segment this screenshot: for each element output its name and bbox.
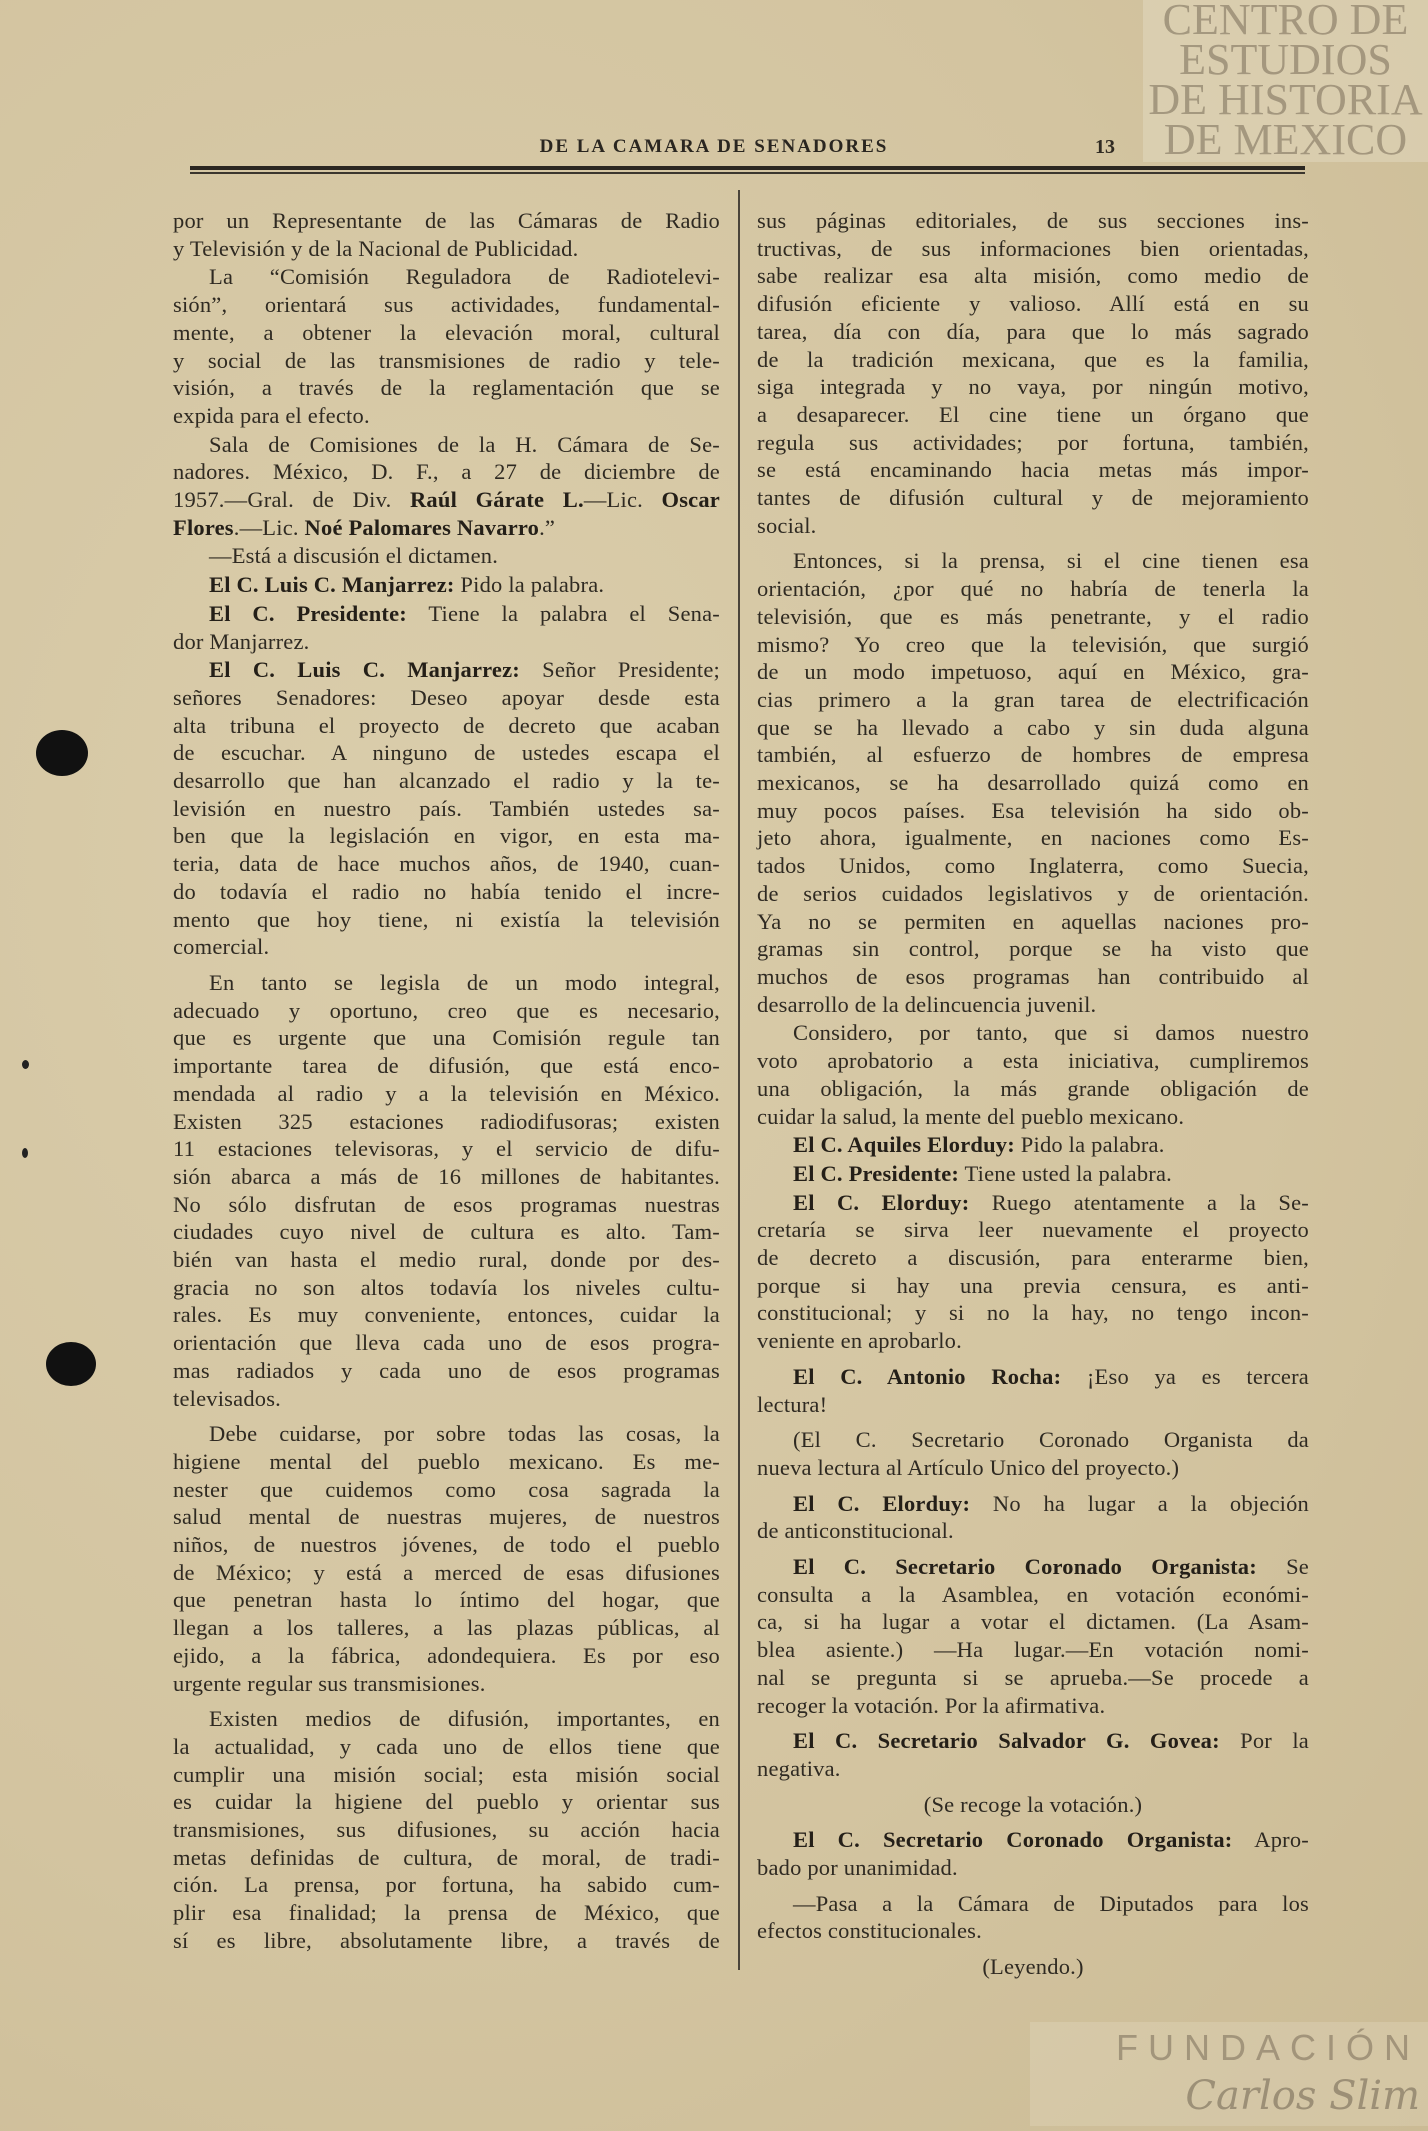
- text-line: una obligación, la más grande obligación de: [757, 1075, 1309, 1101]
- paragraph: [173, 969, 720, 1412]
- text-line: Considero, por tanto, que si damos nuestro: [793, 1020, 1309, 1046]
- text-line: veniente en aprobarlo.: [757, 1328, 962, 1354]
- text-line: bado por unanimidad.: [757, 1855, 958, 1881]
- right-column: [757, 206, 1309, 1981]
- text-line: No sólo disfrutan de esos programas nuestras: [173, 1191, 720, 1217]
- watermark-signature: Carlos Slim: [1185, 2073, 1420, 2119]
- text-line: mendada al radio y a la televisión en México.: [173, 1080, 720, 1106]
- text-line: tantes de difusión cultural y de mejoramiento: [757, 485, 1309, 511]
- text-line: de México; y está a merced de esas difusiones: [173, 1559, 720, 1585]
- text-line: nester que cuidemos como cosa sagrada la: [173, 1476, 720, 1502]
- text-line: Debe cuidarse, por sobre todas las cosas, la: [209, 1421, 720, 1447]
- speaker-name: El C. Presidente:: [793, 1160, 960, 1186]
- text-line: sus páginas editoriales, de sus secciones ins-: [757, 208, 1309, 233]
- text-line: televisados.: [173, 1385, 282, 1411]
- text-line: de escuchar. A ninguno de ustedes escapa el: [173, 740, 720, 766]
- paragraph: [757, 1890, 1309, 1945]
- text-line: mento que hoy tiene, ni existía la televisión: [173, 906, 720, 932]
- text-line: de un modo impetuoso, aquí en México, gra-: [757, 659, 1309, 685]
- header-rule-thin: [190, 172, 1305, 174]
- text-line: ción. La prensa, por fortuna, ha sabido cum-: [173, 1872, 720, 1898]
- watermark-foundation: FUNDACIÓN: [1116, 2027, 1420, 2068]
- text-line: cretaría se sirva leer nuevamente el proyecto: [757, 1217, 1309, 1243]
- text-line: Existen medios de difusión, importantes, en: [209, 1706, 720, 1732]
- text-line: efectos constitucionales.: [757, 1918, 982, 1944]
- text-line: expida para el efecto.: [173, 402, 370, 428]
- text-line: Ya no se permiten en aquellas naciones pro-: [757, 908, 1309, 934]
- paragraph: [757, 207, 1309, 539]
- speaker-name: Noé Palomares Navarro: [304, 514, 540, 540]
- text-line: tados Unidos, como Inglaterra, como Suecia,: [757, 853, 1309, 879]
- text-line: Flores.—Lic. Noé Palomares Navarro.”: [173, 514, 556, 540]
- text-line: la actualidad, y cada uno de ellos tiene que: [173, 1733, 720, 1759]
- text-line: se está encaminando hacia metas más impor-: [757, 457, 1309, 483]
- text-line: El C. Secretario Salvador G. Govea: Por la: [793, 1728, 1309, 1754]
- text-line: a desaparecer. El cine tiene un órgano que: [757, 401, 1309, 427]
- text-line: transmisiones, sus difusiones, su acción hacia: [173, 1817, 720, 1843]
- text-line: El C. Luis C. Manjarrez: Pido la palabra.: [209, 572, 605, 598]
- text-line: rales. Es muy conveniente, entonces, cuidar la: [173, 1302, 720, 1328]
- text-line: 11 estaciones televisoras, y el servicio de difu-: [173, 1136, 720, 1162]
- text-line: y social de las transmisiones de radio y tele-: [173, 347, 720, 373]
- text-line: dor Manjarrez.: [173, 628, 310, 654]
- text-line: visión, a través de la reglamentación que se: [173, 375, 720, 401]
- text-line: ciudades cuyo nivel de cultura es alto. Tam-: [173, 1219, 720, 1245]
- watermark-line: DE MEXICO: [1163, 115, 1408, 164]
- text-line: cias primero a la gran tarea de electrificación: [757, 686, 1309, 712]
- text-line: jeto ahora, igualmente, en naciones como Es-: [757, 825, 1309, 851]
- text-line: nueva lectura al Artículo Unico del proyecto.): [757, 1454, 1180, 1480]
- text-line: El C. Aquiles Elorduy: Pido la palabra.: [793, 1132, 1165, 1158]
- text-line: social.: [757, 512, 817, 538]
- text-line: blea asiente.) —Ha lugar.—En votación nomi-: [757, 1637, 1309, 1663]
- text-line: recoger la votación. Por la afirmativa.: [757, 1692, 1106, 1718]
- speaker-name: El C. Elorduy:: [793, 1189, 970, 1215]
- speaker-name: Flores: [173, 514, 234, 540]
- text-line: adecuado y oportuno, creo que es necesario,: [173, 997, 720, 1023]
- left-column: [173, 206, 720, 1955]
- paragraph: [173, 431, 720, 542]
- text-line: voto aprobatorio a esta iniciativa, cumpliremos: [757, 1048, 1309, 1074]
- speaker-name: El C. Secretario Coronado Organista:: [793, 1554, 1257, 1580]
- watermark-line: ESTUDIOS: [1179, 35, 1392, 84]
- text-line: cuidar la salud, la mente del pueblo mexicano.: [757, 1103, 1185, 1129]
- text-line: mas radiados y cada uno de esos programas: [173, 1357, 720, 1383]
- paragraph: [173, 1705, 720, 1954]
- text-line: En tanto se legisla de un modo integral,: [209, 969, 720, 995]
- speaker-name: El C. Secretario Coronado Organista:: [793, 1827, 1233, 1853]
- text-line: siga integrada y no vaya, por ningún motivo,: [757, 374, 1309, 400]
- text-line: bién van hasta el medio rural, donde por des-: [173, 1247, 720, 1273]
- text-line: de la tradición mexicana, que es la familia,: [757, 346, 1309, 372]
- punch-hole: [46, 1342, 96, 1386]
- paragraph: [173, 656, 720, 961]
- text-line: ben que la legislación en vigor, en esta ma-: [173, 823, 720, 849]
- paragraph: [757, 1189, 1309, 1355]
- text-line: llegan a los talleres, a las plazas públicas, al: [173, 1615, 720, 1641]
- paragraph: [757, 1426, 1309, 1481]
- speaker-name: El C. Secretario Salvador G. Govea:: [793, 1728, 1220, 1754]
- text-line: El C. Luis C. Manjarrez: Señor Presidente;: [209, 657, 720, 683]
- text-line: mexicanos, se ha desarrollado quizá como en: [757, 770, 1309, 796]
- text-line: levisión en nuestro país. También ustedes sa-: [173, 795, 720, 821]
- speaker-name: El C. Antonio Rocha:: [793, 1363, 1062, 1389]
- text-line: tructivas, de sus informaciones bien orientadas,: [757, 235, 1309, 261]
- text-line: orientación, ¿por qué no habría de tenerla la: [757, 576, 1309, 602]
- text-line: desarrollo que han alcanzado el radio y la te-: [173, 768, 720, 794]
- speaker-name: El C. Elorduy:: [793, 1490, 971, 1516]
- text-line: gracia no son altos todavía los niveles cultu-: [173, 1274, 720, 1300]
- text-line: do todavía el radio no había tenido el incre-: [173, 878, 720, 904]
- paragraph: [757, 1553, 1309, 1719]
- text-line: higiene mental del pueblo mexicano. Es me-: [173, 1448, 720, 1474]
- text-line: sión”, orientará sus actividades, fundamental-: [173, 292, 720, 318]
- header-rule: [190, 166, 1305, 170]
- text-line: La “Comisión Reguladora de Radiotelevi-: [209, 264, 720, 290]
- text-line: negativa.: [757, 1755, 841, 1781]
- text-line: tarea, día con día, para que lo más sagrado: [757, 318, 1309, 344]
- text-line: 1957.—Gral. de Div. Raúl Gárate L.—Lic. Oscar: [173, 487, 720, 513]
- text-line: plir esa finalidad; la prensa de México, que: [173, 1900, 720, 1926]
- text-line: urgente regular sus transmisiones.: [173, 1670, 486, 1696]
- paragraph: [757, 1727, 1309, 1782]
- running-head: DE LA CAMARA DE SENADORES: [539, 136, 889, 157]
- text-line: nal se pregunta si se aprueba.—Se procede a: [757, 1664, 1309, 1690]
- text-line: niños, de nuestros jóvenes, de todo el pueblo: [173, 1532, 720, 1558]
- text-line: sí es libre, absolutamente libre, a través de: [173, 1927, 720, 1953]
- speaker-name: Oscar: [661, 487, 720, 513]
- paragraph: [173, 207, 720, 262]
- speaker-name: El C. Aquiles Elorduy:: [793, 1132, 1015, 1158]
- text-line: de anticonstitucional.: [757, 1518, 954, 1544]
- text-line: (Se recoge la votación.): [923, 1791, 1143, 1817]
- text-line: El C. Elorduy: Ruego atentamente a la Se-: [793, 1189, 1309, 1215]
- text-line: Entonces, si la prensa, si el cine tienen esa: [793, 548, 1309, 574]
- text-line: constitucional; y si no la hay, no tengo incon-: [757, 1300, 1309, 1326]
- text-line: porque si hay una previa censura, es anti-: [757, 1272, 1309, 1298]
- text-line: —Pasa a la Cámara de Diputados para los: [793, 1890, 1309, 1916]
- text-line: Existen 325 estaciones radiodifusoras; existen: [173, 1108, 720, 1134]
- paragraph: [173, 600, 720, 655]
- paragraph: [757, 1953, 1309, 1981]
- text-line: (Leyendo.): [982, 1954, 1084, 1980]
- text-line: de serios cuidados legislativos y de orientación.: [757, 880, 1309, 906]
- text-line: (El C. Secretario Coronado Organista da: [793, 1427, 1309, 1453]
- text-line: ejido, a la fábrica, adondequiera. Es por eso: [173, 1642, 720, 1668]
- text-line: teria, data de hace muchos años, de 1940, cuan-: [173, 851, 720, 877]
- ink-speck: [22, 1060, 29, 1069]
- text-line: mismo? Yo creo que la televisión, que surgió: [757, 631, 1309, 657]
- paragraph: [173, 542, 720, 570]
- text-line: lectura!: [757, 1391, 828, 1417]
- text-line: salud mental de nuestras mujeres, de nuestros: [173, 1504, 720, 1530]
- text-line: sión abarca a más de 16 millones de habitantes.: [173, 1163, 720, 1189]
- text-line: El C. Secretario Coronado Organista: Apro-: [793, 1827, 1309, 1853]
- text-line: desarrollo de la delincuencia juvenil.: [757, 991, 1097, 1017]
- speaker-name: El C. Presidente:: [209, 600, 407, 626]
- text-line: orientación que lleva cada uno de esos progra-: [173, 1330, 720, 1356]
- text-line: que es urgente que una Comisión regule tan: [173, 1025, 720, 1051]
- text-line: El C. Presidente: Tiene usted la palabra.: [793, 1160, 1172, 1186]
- ink-speck: [22, 1148, 28, 1158]
- text-line: El C. Presidente: Tiene la palabra el Sena-: [209, 600, 720, 626]
- paragraph: [173, 263, 720, 429]
- text-line: muchos de esos programas han contribuido al: [757, 963, 1309, 989]
- text-line: mente, a obtener la elevación moral, cultural: [173, 319, 720, 345]
- page-number: 13: [1095, 136, 1115, 158]
- column-divider: [738, 190, 740, 1970]
- text-line: El C. Elorduy: No ha lugar a la objeción: [793, 1490, 1309, 1516]
- text-line: señores Senadores: Deseo apoyar desde esta: [173, 684, 720, 710]
- text-line: —Está a discusión el dictamen.: [209, 543, 499, 569]
- punch-hole: [36, 730, 88, 776]
- text-line: Sala de Comisiones de la H. Cámara de Se-: [209, 431, 720, 457]
- text-line: es cuidar la higiene del pueblo y orientar sus: [173, 1789, 720, 1815]
- paragraph: [757, 1791, 1309, 1819]
- speaker-name: El C. Luis C. Manjarrez:: [209, 572, 455, 598]
- paragraph: [173, 571, 720, 599]
- text-line: El C. Antonio Rocha: ¡Eso ya es tercera: [793, 1363, 1309, 1389]
- watermark-line: DE HISTORIA: [1148, 75, 1423, 124]
- text-line: nadores. México, D. F., a 27 de diciembre de: [173, 459, 720, 485]
- text-line: gramas sin control, porque se ha visto que: [757, 936, 1309, 962]
- text-line: comercial.: [173, 934, 270, 960]
- watermark-line: CENTRO DE: [1162, 0, 1409, 44]
- text-line: importante tarea de difusión, que está enco-: [173, 1053, 720, 1079]
- paragraph: [757, 547, 1309, 1018]
- text-line: televisión, que es más penetrante, y el radio: [757, 603, 1309, 629]
- text-line: alta tribuna el proyecto de decreto que acaban: [173, 712, 720, 738]
- text-line: muy pocos países. Esa televisión ha sido ob-: [757, 797, 1309, 823]
- text-line: y Televisión y de la Nacional de Publicidad.: [173, 235, 579, 261]
- paragraph: [173, 1420, 720, 1697]
- text-line: El C. Secretario Coronado Organista: Se: [793, 1554, 1309, 1580]
- paragraph: [757, 1019, 1309, 1130]
- paragraph: [757, 1826, 1309, 1881]
- text-line: que se ha llevado a cabo y sin duda alguna: [757, 714, 1309, 740]
- paragraph: [757, 1131, 1309, 1159]
- text-line: que penetran hasta lo íntimo del hogar, que: [173, 1587, 720, 1613]
- text-line: regula sus actividades; por fortuna, también,: [757, 429, 1309, 455]
- text-line: de decreto a discusión, para enterarme bien,: [757, 1245, 1309, 1271]
- text-line: por un Representante de las Cámaras de Radio: [173, 208, 720, 233]
- text-line: también, al esfuerzo de hombres de empresa: [757, 742, 1309, 768]
- text-line: consulta a la Asamblea, en votación económi-: [757, 1581, 1309, 1607]
- text-line: cumplir una misión social; esta misión social: [173, 1761, 720, 1787]
- speaker-name: El C. Luis C. Manjarrez:: [209, 657, 520, 683]
- paragraph: [757, 1363, 1309, 1418]
- text-line: sabe realizar esa alta misión, como medio de: [757, 263, 1309, 289]
- text-line: metas definidas de cultura, de moral, de tradi-: [173, 1844, 720, 1870]
- text-line: ca, si ha lugar a votar el dictamen. (La Asam-: [757, 1609, 1309, 1635]
- paragraph: [757, 1490, 1309, 1545]
- text-line: difusión eficiente y valioso. Allí está en su: [757, 291, 1309, 317]
- speaker-name: Raúl Gárate L.: [409, 487, 584, 513]
- paragraph: [757, 1160, 1309, 1188]
